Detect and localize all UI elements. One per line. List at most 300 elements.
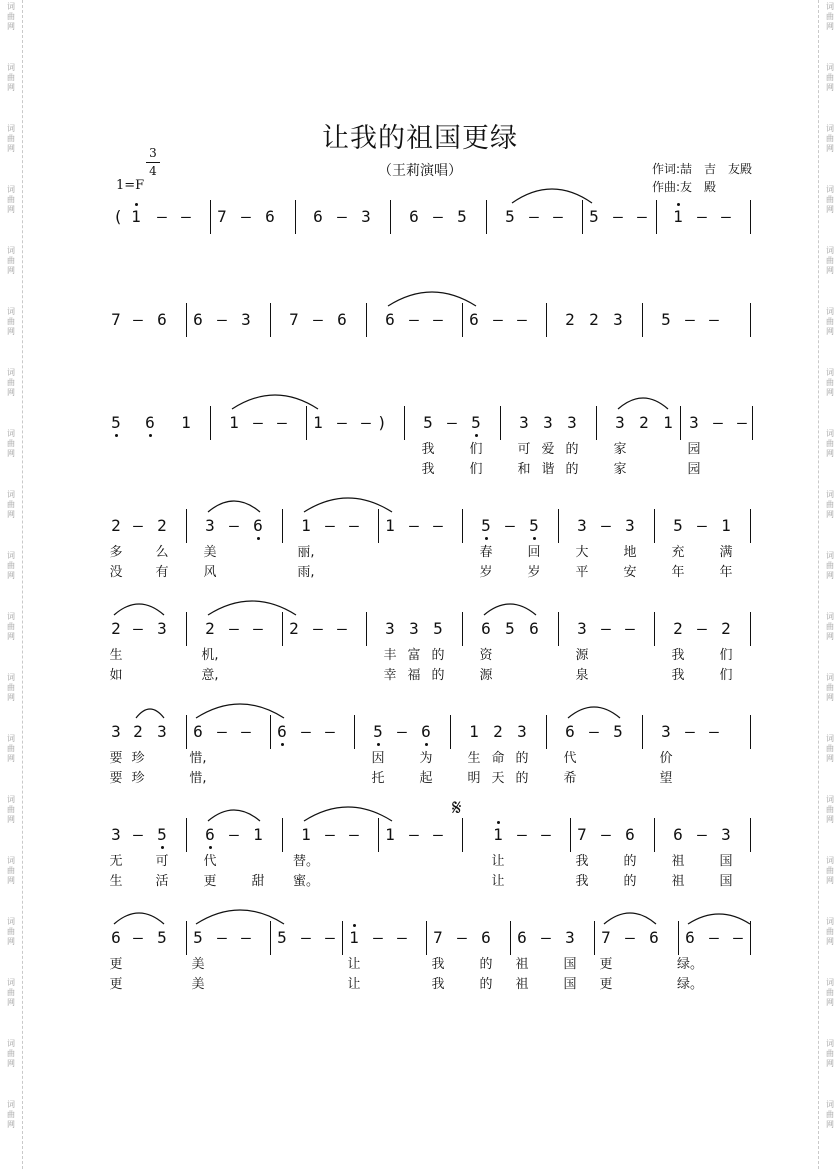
note: 3 xyxy=(567,413,577,432)
barline xyxy=(750,818,751,852)
note: 6 xyxy=(265,207,275,226)
dash-extension: – xyxy=(601,619,611,638)
watermark-text: 词 曲 网 xyxy=(7,63,15,92)
note: 5 xyxy=(423,413,433,432)
bracket: ( xyxy=(113,207,123,226)
dash-extension: – xyxy=(253,619,263,638)
barline xyxy=(186,303,187,337)
dash-extension: – xyxy=(601,516,611,535)
octave-low-dot xyxy=(209,846,212,849)
lyric-char: 国 xyxy=(719,854,733,869)
note: 6 xyxy=(145,413,155,432)
dash-extension: – xyxy=(625,928,635,947)
note: 6 xyxy=(481,928,491,947)
composer-credit: 作曲:友 殿 xyxy=(652,180,717,194)
slur-arc xyxy=(568,707,620,718)
lyric-char: 家 xyxy=(613,442,627,457)
note: 6 xyxy=(157,310,167,329)
dash-extension: – xyxy=(737,413,747,432)
lyric-char: 要 xyxy=(109,771,123,786)
lyric-char: 安 xyxy=(623,565,637,580)
watermark-text: 词 曲 网 xyxy=(826,856,834,885)
lyric-char: 爱 xyxy=(541,442,555,457)
key-signature: 1=F xyxy=(116,178,145,193)
note: 5 xyxy=(157,825,167,844)
lyric-char: 我 xyxy=(671,648,685,663)
dash-extension: – xyxy=(697,207,707,226)
lyric-char: 的 xyxy=(431,668,445,683)
note: 6 xyxy=(205,825,215,844)
dash-extension: – xyxy=(517,825,527,844)
lyric-char: 惜, xyxy=(189,751,207,766)
lyric-char: 我 xyxy=(575,854,589,869)
barline xyxy=(404,406,405,440)
dash-extension: – xyxy=(685,310,695,329)
lyric-char: 多 xyxy=(109,545,123,560)
lyric-char: 我 xyxy=(671,668,685,683)
dash-extension: – xyxy=(529,207,539,226)
lyric-char: 更 xyxy=(599,957,613,972)
note: 2 xyxy=(111,619,121,638)
watermark-text: 词 曲 网 xyxy=(7,795,15,824)
lyric-char: 甜 xyxy=(251,874,265,889)
note: 3 xyxy=(241,310,251,329)
lyricist-credit: 作词:喆 吉 友殿 xyxy=(652,162,753,176)
note: 6 xyxy=(565,722,575,741)
note: 7 xyxy=(111,310,121,329)
lyric-char: 更 xyxy=(599,977,613,992)
octave-high-dot xyxy=(353,924,356,927)
dash-extension: – xyxy=(397,722,407,741)
lyric-char: 我 xyxy=(431,957,445,972)
octave-low-dot xyxy=(115,434,118,437)
barline xyxy=(510,921,511,955)
note: 5 xyxy=(373,722,383,741)
lyric-char: 回 xyxy=(527,545,541,560)
dash-extension: – xyxy=(373,928,383,947)
lyric-char: 大 xyxy=(575,545,589,560)
watermark-text: 词 曲 网 xyxy=(7,124,15,153)
barline xyxy=(462,818,463,852)
lyric-char: 和 xyxy=(517,462,531,477)
lyric-char: 们 xyxy=(469,442,483,457)
lyric-char: 起 xyxy=(419,771,433,786)
lyric-char: 地 xyxy=(623,545,637,560)
note: 6 xyxy=(481,619,491,638)
lyric-char: 的 xyxy=(565,462,579,477)
dash-extension: – xyxy=(277,413,287,432)
lyric-char: 生 xyxy=(467,751,481,766)
note: 3 xyxy=(577,619,587,638)
barline xyxy=(596,406,597,440)
lyric-char: 美 xyxy=(191,977,205,992)
watermark-text: 词 曲 网 xyxy=(7,612,15,641)
dash-extension: – xyxy=(301,928,311,947)
barline xyxy=(186,921,187,955)
barline xyxy=(282,818,283,852)
slur-arc xyxy=(484,604,536,615)
dash-extension: – xyxy=(697,825,707,844)
dash-extension: – xyxy=(349,516,359,535)
dash-extension: – xyxy=(229,619,239,638)
dash-extension: – xyxy=(133,516,143,535)
note: 5 xyxy=(673,516,683,535)
note: 7 xyxy=(217,207,227,226)
barline xyxy=(378,818,379,852)
dash-extension: – xyxy=(325,928,335,947)
lyric-char: 的 xyxy=(515,751,529,766)
note: 3 xyxy=(577,516,587,535)
octave-low-dot xyxy=(475,434,478,437)
watermark-text: 词 曲 网 xyxy=(7,185,15,214)
dash-extension: – xyxy=(517,310,527,329)
barline xyxy=(752,406,753,440)
note: 2 xyxy=(673,619,683,638)
watermark-text: 词 曲 网 xyxy=(7,1039,15,1068)
watermark-text: 词 曲 网 xyxy=(7,978,15,1007)
dash-extension: – xyxy=(337,207,347,226)
note: 1 xyxy=(385,516,395,535)
barline xyxy=(270,715,271,749)
dash-extension: – xyxy=(409,310,419,329)
note: 3 xyxy=(565,928,575,947)
note: 3 xyxy=(519,413,529,432)
dash-extension: – xyxy=(685,722,695,741)
octave-low-dot xyxy=(425,743,428,746)
barline xyxy=(656,200,657,234)
watermark-text: 词 曲 网 xyxy=(826,368,834,397)
note: 7 xyxy=(577,825,587,844)
note: 1 xyxy=(493,825,503,844)
note: 6 xyxy=(517,928,527,947)
dash-extension: – xyxy=(541,928,551,947)
note: 6 xyxy=(421,722,431,741)
lyric-char: 机, xyxy=(201,648,219,663)
lyric-char: 祖 xyxy=(515,977,529,992)
watermark-text: 词 曲 网 xyxy=(7,368,15,397)
note: 1 xyxy=(663,413,673,432)
dash-extension: – xyxy=(493,310,503,329)
lyric-char: 的 xyxy=(479,977,493,992)
lyric-char: 幸 xyxy=(383,668,397,683)
slur-arc xyxy=(604,913,656,924)
lyric-char: 岁 xyxy=(479,565,493,580)
watermark-text: 词 曲 网 xyxy=(7,429,15,458)
lyric-char: 替。 xyxy=(292,854,319,869)
note: 3 xyxy=(111,722,121,741)
watermark-text: 词 曲 网 xyxy=(7,307,15,336)
lyric-char: 平 xyxy=(575,565,589,580)
octave-low-dot xyxy=(161,846,164,849)
lyric-char: 风 xyxy=(203,565,217,580)
lyric-char: 们 xyxy=(469,462,483,477)
slur-arc xyxy=(688,914,750,924)
barline xyxy=(558,509,559,543)
barline xyxy=(750,509,751,543)
lyric-char: 美 xyxy=(191,957,205,972)
watermark-text: 词 曲 网 xyxy=(826,917,834,946)
watermark-text: 词 曲 网 xyxy=(826,246,834,275)
lyric-char: 的 xyxy=(431,648,445,663)
note: 2 xyxy=(721,619,731,638)
barline xyxy=(582,200,583,234)
dash-extension: – xyxy=(409,825,419,844)
lyric-char: 我 xyxy=(575,874,589,889)
slur-arc xyxy=(208,810,260,821)
lyric-char: 可 xyxy=(155,854,169,869)
lyric-char: 美 xyxy=(203,545,217,560)
lyric-char: 国 xyxy=(563,977,577,992)
lyric-char: 雨, xyxy=(297,565,315,580)
lyric-char: 价 xyxy=(659,751,673,766)
lyric-char: 么 xyxy=(155,545,169,560)
note: 5 xyxy=(433,619,443,638)
lyric-char: 为 xyxy=(419,751,433,766)
note: 3 xyxy=(157,722,167,741)
octave-low-dot xyxy=(377,743,380,746)
dash-extension: – xyxy=(133,310,143,329)
dash-extension: – xyxy=(313,619,323,638)
lyric-char: 丽, xyxy=(297,545,315,560)
lyric-char: 丰 xyxy=(383,648,397,663)
lyric-char: 们 xyxy=(719,648,733,663)
dash-extension: – xyxy=(553,207,563,226)
watermark-text: 词 曲 网 xyxy=(7,2,15,31)
lyric-char: 让 xyxy=(347,957,361,972)
lyric-char: 让 xyxy=(347,977,361,992)
note: 2 xyxy=(133,722,143,741)
lyric-char: 如 xyxy=(109,668,123,683)
lyric-char: 家 xyxy=(613,462,627,477)
barline xyxy=(378,509,379,543)
octave-low-dot xyxy=(149,434,152,437)
barline xyxy=(680,406,681,440)
dash-extension: – xyxy=(709,722,719,741)
note: 7 xyxy=(433,928,443,947)
lyric-char: 生 xyxy=(109,874,123,889)
note: 3 xyxy=(409,619,419,638)
note: 6 xyxy=(193,722,203,741)
barline xyxy=(270,303,271,337)
barline xyxy=(642,303,643,337)
barline xyxy=(678,921,679,955)
octave-low-dot xyxy=(485,537,488,540)
barline xyxy=(306,406,307,440)
lyric-char: 可 xyxy=(517,442,531,457)
lyric-char: 更 xyxy=(109,977,123,992)
barline xyxy=(654,612,655,646)
barline xyxy=(750,921,751,955)
slur-arc xyxy=(114,604,164,615)
dash-extension: – xyxy=(229,825,239,844)
dash-extension: – xyxy=(697,619,707,638)
barline xyxy=(390,200,391,234)
dash-extension: – xyxy=(589,722,599,741)
lyric-char: 望 xyxy=(659,771,673,786)
dash-extension: – xyxy=(217,722,227,741)
dash-extension: – xyxy=(325,516,335,535)
note: 5 xyxy=(529,516,539,535)
dash-extension: – xyxy=(241,722,251,741)
note: 2 xyxy=(639,413,649,432)
barline xyxy=(186,818,187,852)
lyric-char: 国 xyxy=(563,957,577,972)
note: 5 xyxy=(481,516,491,535)
dash-extension: – xyxy=(433,310,443,329)
octave-low-dot xyxy=(281,743,284,746)
slur-arc xyxy=(136,709,164,718)
note: 3 xyxy=(205,516,215,535)
dash-extension: – xyxy=(541,825,551,844)
note: 1 xyxy=(349,928,359,947)
watermark-text: 词 曲 网 xyxy=(826,1100,834,1129)
note: 6 xyxy=(337,310,347,329)
note: 3 xyxy=(625,516,635,535)
barline xyxy=(462,612,463,646)
note: 5 xyxy=(457,207,467,226)
barline xyxy=(450,715,451,749)
lyric-char: 没 xyxy=(109,565,123,580)
note: 1 xyxy=(721,516,731,535)
note: 1 xyxy=(301,825,311,844)
watermark-text: 词 曲 网 xyxy=(7,1100,15,1129)
barline xyxy=(750,715,751,749)
lyric-char: 让 xyxy=(491,874,505,889)
lyric-char: 祖 xyxy=(515,957,529,972)
note: 6 xyxy=(673,825,683,844)
barline xyxy=(342,921,343,955)
dash-extension: – xyxy=(337,619,347,638)
note: 3 xyxy=(385,619,395,638)
note: 1 xyxy=(181,413,191,432)
song-title: 让我的祖国更绿 xyxy=(322,123,518,154)
barline xyxy=(654,818,655,852)
dash-extension: – xyxy=(133,928,143,947)
watermark-text: 词 曲 网 xyxy=(7,673,15,702)
dash-extension: – xyxy=(721,207,731,226)
lyric-char: 代 xyxy=(203,854,217,869)
dash-extension: – xyxy=(313,310,323,329)
dash-extension: – xyxy=(733,928,743,947)
watermark-text: 词 曲 网 xyxy=(826,185,834,214)
lyric-char: 们 xyxy=(719,668,733,683)
barline xyxy=(570,818,571,852)
dash-extension: – xyxy=(433,825,443,844)
barline xyxy=(558,612,559,646)
segno-sign: 𝄋 xyxy=(452,796,462,821)
watermark-text: 词 曲 网 xyxy=(7,734,15,763)
barline xyxy=(750,200,751,234)
lyric-char: 福 xyxy=(407,668,421,683)
note: 3 xyxy=(615,413,625,432)
lyric-char: 春 xyxy=(479,545,493,560)
lyric-char: 的 xyxy=(565,442,579,457)
dash-extension: – xyxy=(709,928,719,947)
barline xyxy=(462,509,463,543)
lyric-char: 满 xyxy=(719,545,733,560)
octave-high-dot xyxy=(135,203,138,206)
lyric-char: 希 xyxy=(563,771,577,786)
note: 5 xyxy=(471,413,481,432)
watermark-text: 词 曲 网 xyxy=(826,612,834,641)
dash-extension: – xyxy=(241,207,251,226)
note: 6 xyxy=(385,310,395,329)
dash-extension: – xyxy=(713,413,723,432)
lyric-char: 因 xyxy=(371,751,385,766)
lyric-char: 命 xyxy=(491,751,505,766)
barline xyxy=(210,200,211,234)
note: 5 xyxy=(277,928,287,947)
dash-extension: – xyxy=(217,928,227,947)
lyric-char: 无 xyxy=(109,854,123,869)
slur-arc xyxy=(114,913,164,924)
lyric-char: 祖 xyxy=(671,854,685,869)
lyric-char: 明 xyxy=(467,771,481,786)
note: 3 xyxy=(157,619,167,638)
lyric-char: 珍 xyxy=(131,751,145,766)
lyric-char: 资 xyxy=(479,648,493,663)
barline xyxy=(186,715,187,749)
note: 6 xyxy=(625,825,635,844)
lyric-char: 活 xyxy=(155,874,169,889)
note: 5 xyxy=(589,207,599,226)
note: 6 xyxy=(685,928,695,947)
slur-arc xyxy=(512,189,592,203)
note: 5 xyxy=(193,928,203,947)
watermark-text: 词 曲 网 xyxy=(826,490,834,519)
note: 6 xyxy=(193,310,203,329)
note: 5 xyxy=(613,722,623,741)
lyric-char: 珍 xyxy=(131,771,145,786)
note: 2 xyxy=(205,619,215,638)
lyric-char: 我 xyxy=(421,462,435,477)
note: 1 xyxy=(385,825,395,844)
watermark-text: 词 曲 网 xyxy=(826,1039,834,1068)
lyric-char: 要 xyxy=(109,751,123,766)
lyric-char: 的 xyxy=(623,874,637,889)
note: 7 xyxy=(601,928,611,947)
lyric-char: 惜, xyxy=(189,771,207,786)
barline xyxy=(486,200,487,234)
lyric-char: 源 xyxy=(575,648,589,663)
note: 3 xyxy=(111,825,121,844)
note: 3 xyxy=(613,310,623,329)
watermark-text: 词 曲 网 xyxy=(826,63,834,92)
lyric-char: 我 xyxy=(421,442,435,457)
watermark-text: 词 曲 网 xyxy=(7,551,15,580)
dash-extension: – xyxy=(613,207,623,226)
barline xyxy=(462,303,463,337)
dash-extension: – xyxy=(133,619,143,638)
barline xyxy=(186,509,187,543)
barline xyxy=(354,715,355,749)
dash-extension: – xyxy=(181,207,191,226)
note: 6 xyxy=(313,207,323,226)
barline xyxy=(642,715,643,749)
note: 5 xyxy=(157,928,167,947)
lyric-char: 的 xyxy=(479,957,493,972)
dash-extension: – xyxy=(505,516,515,535)
dash-extension: – xyxy=(133,825,143,844)
note: 1 xyxy=(253,825,263,844)
dash-extension: – xyxy=(157,207,167,226)
barline xyxy=(295,200,296,234)
lyric-char: 的 xyxy=(623,854,637,869)
lyric-char: 更 xyxy=(203,874,217,889)
note: 2 xyxy=(589,310,599,329)
lyric-char: 富 xyxy=(407,648,421,663)
slur-arc xyxy=(208,501,260,512)
